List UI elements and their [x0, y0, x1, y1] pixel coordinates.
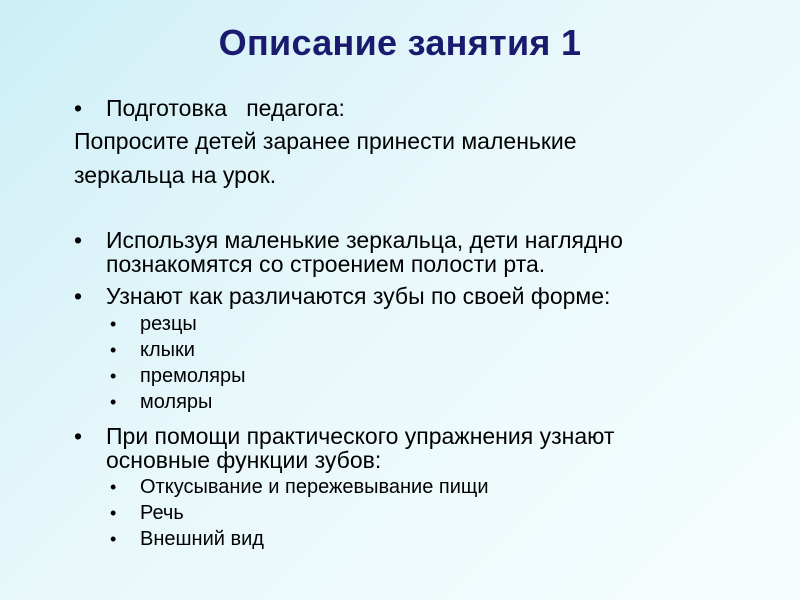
bullet-marker: • — [74, 227, 83, 253]
prep-heading: Подготовка педагога: — [106, 95, 345, 121]
teeth-type-item: премоляры — [140, 365, 246, 387]
teeth-type-item: резцы — [140, 313, 197, 335]
teeth-type-item: клыки — [140, 339, 195, 361]
sub-bullet-marker: • — [110, 503, 117, 523]
function-item: Внешний вид — [140, 528, 264, 550]
bullet-2: Узнают как различаются зубы по своей форме: — [106, 283, 611, 309]
function-item: Речь — [140, 502, 184, 524]
sub-bullet-marker: • — [110, 366, 117, 386]
prep-text-line-1: Попросите детей заранее принести маленькие — [74, 128, 577, 154]
function-item: Откусывание и пережевывание пищи — [140, 476, 489, 498]
slide-title: Описание занятия 1 — [218, 22, 582, 63]
prep-text-line-2: зеркальца на урок. — [74, 162, 277, 188]
bullet-3-line-2: основные функции зубов: — [106, 447, 382, 473]
bullet-marker: • — [74, 95, 83, 121]
sub-bullet-marker: • — [110, 477, 117, 497]
bullet-1-line-2: познакомятся со строением полости рта. — [106, 251, 546, 277]
bullet-marker: • — [74, 283, 83, 309]
bullet-1-line-1: Используя маленькие зеркальца, дети наглядно — [106, 227, 623, 253]
sub-bullet-marker: • — [110, 314, 117, 334]
sub-bullet-marker: • — [110, 340, 117, 360]
teeth-type-item: моляры — [140, 391, 213, 413]
bullet-marker: • — [74, 423, 83, 449]
sub-bullet-marker: • — [110, 392, 117, 412]
bullet-3-line-1: При помощи практического упражнения узнают — [106, 423, 615, 449]
sub-bullet-marker: • — [110, 529, 117, 549]
